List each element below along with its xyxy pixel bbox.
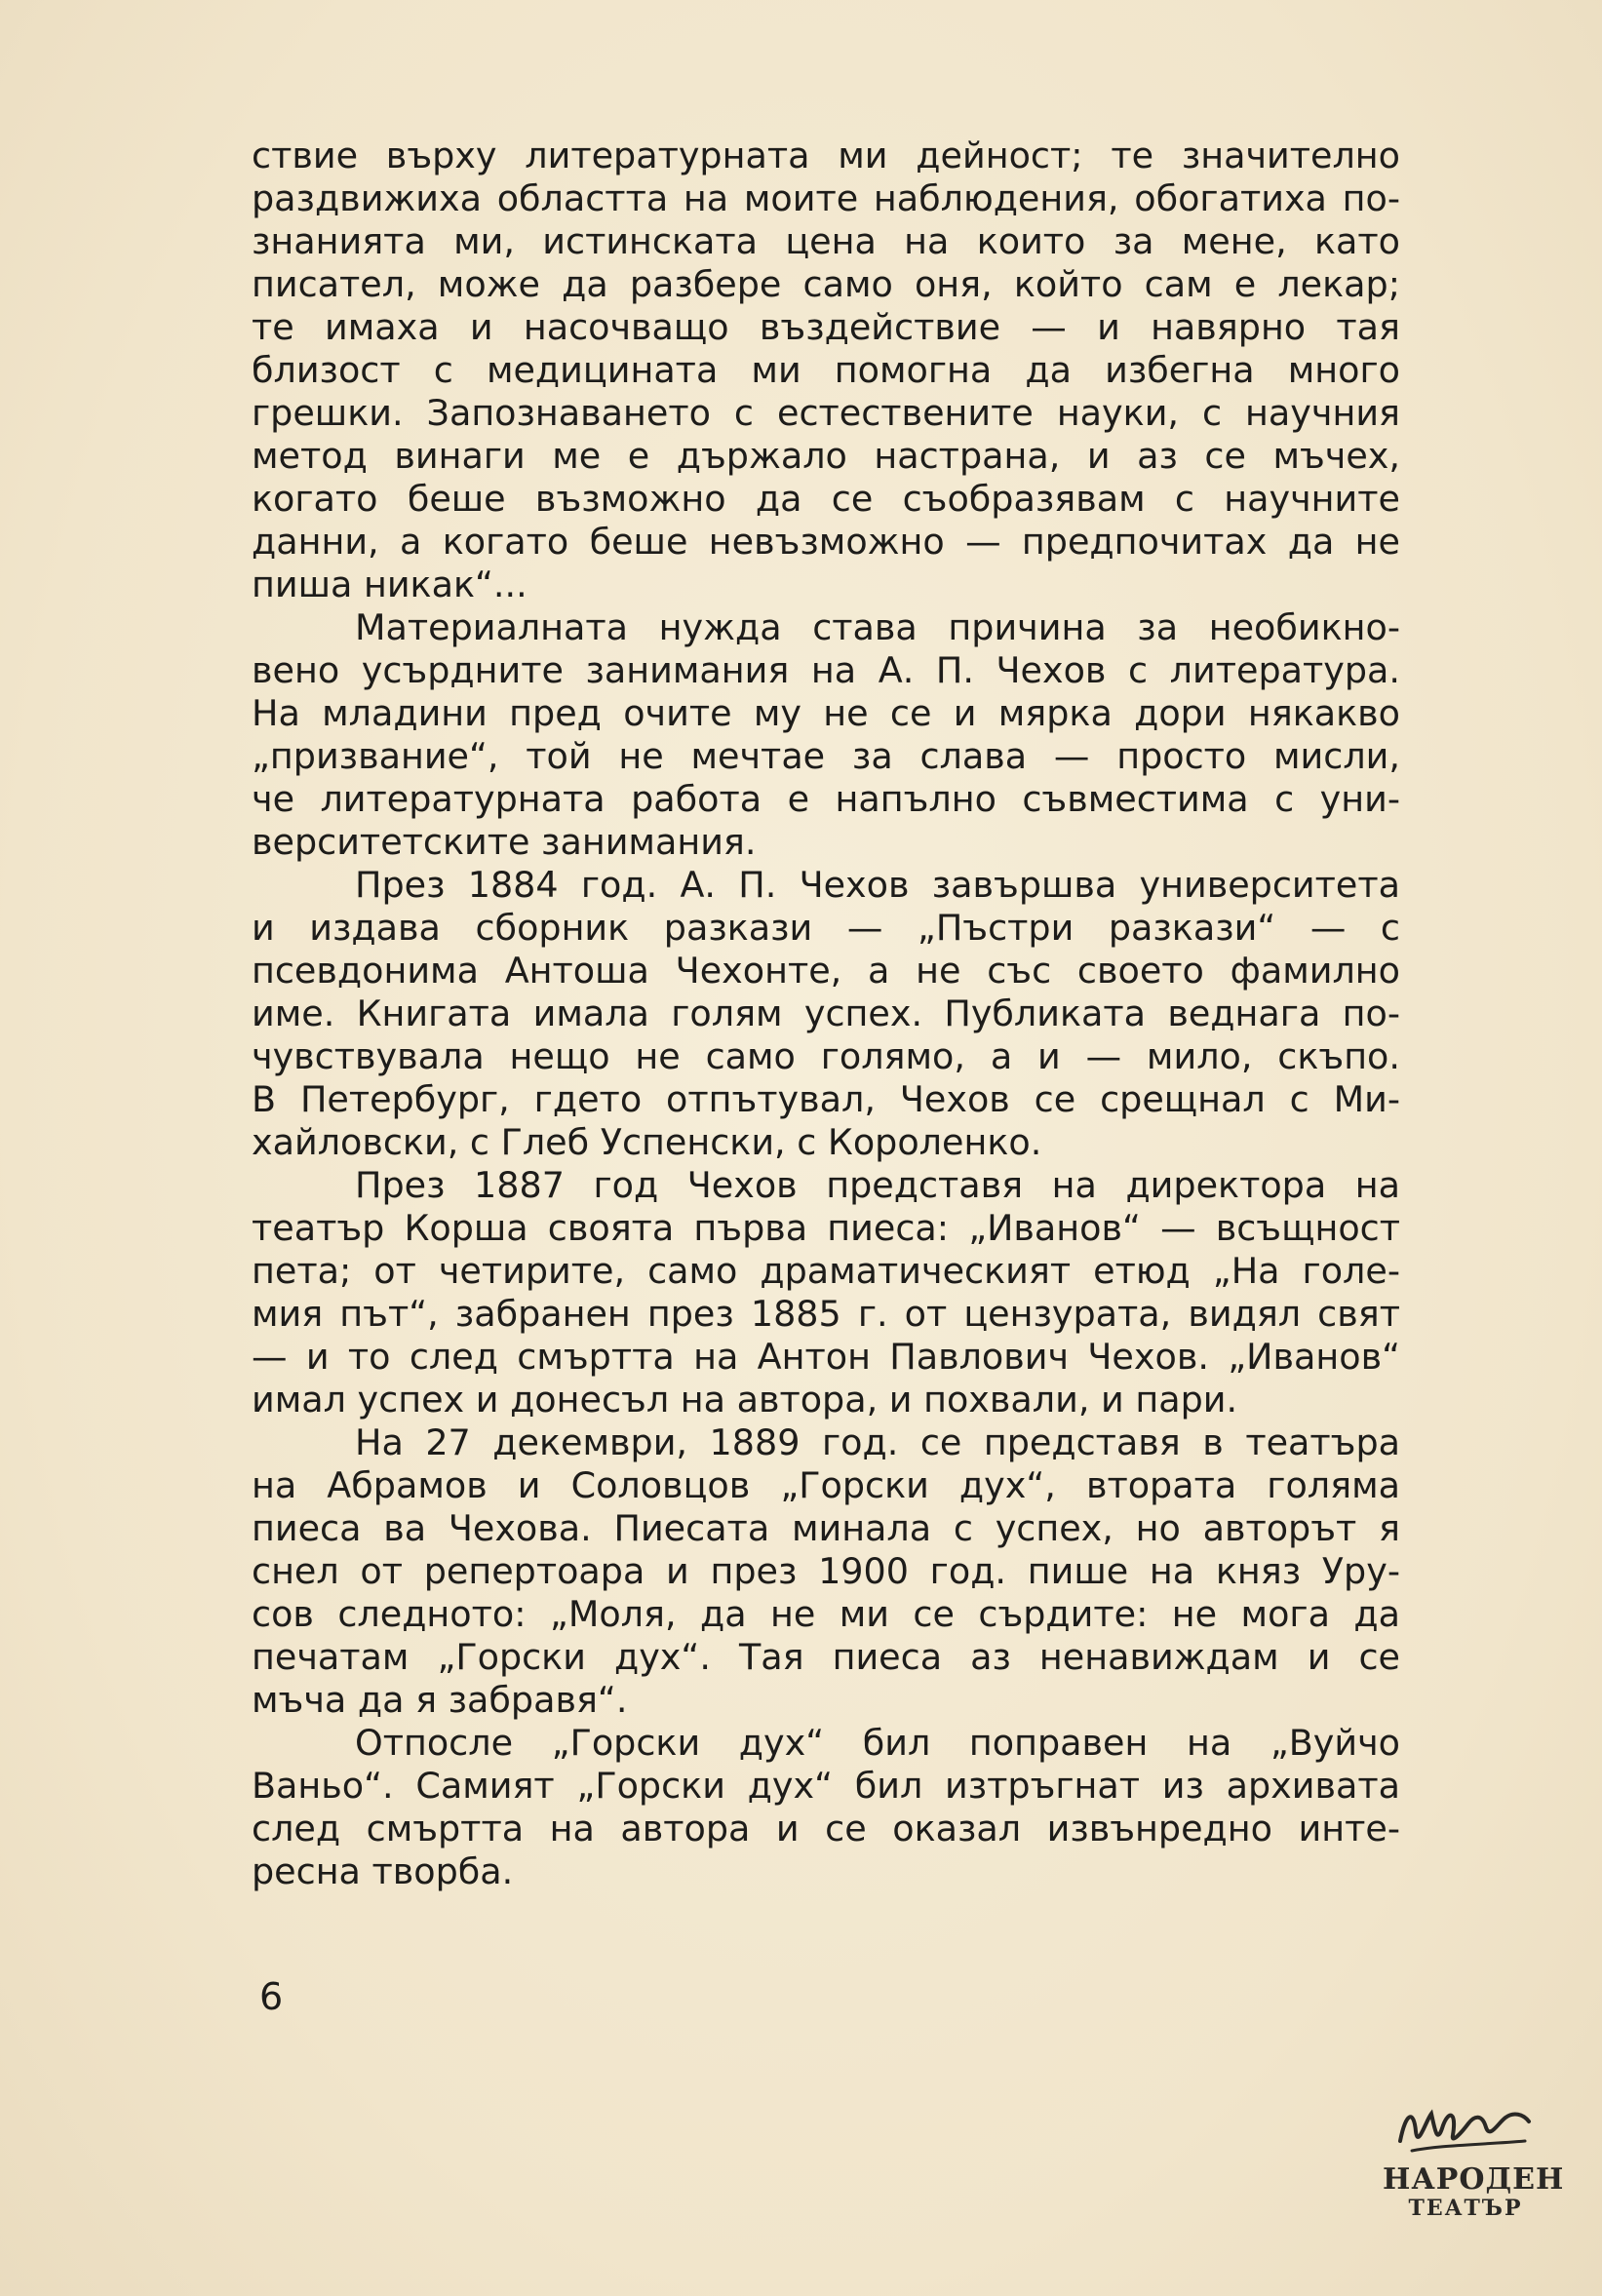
text-line: че литературната работа е напълно съвместима с уни- [252,778,1400,820]
text-line: имал успех и донесъл на автора, и похвали, и пари. [252,1379,1238,1420]
national-theatre-stamp [1383,2102,1565,2229]
text-line: пиеса ва Чехова. Пиесата минала с успех, но авторът я [252,1507,1400,1549]
text-line: театър Корша своята първа пиеса: „Иванов“ — всъщност [252,1207,1400,1249]
text-line: ресна творба. [252,1850,514,1892]
text-line: През 1887 год Чехов представя на директора на [355,1164,1400,1206]
text-line: снел от репертоара и през 1900 год. пише на княз Уру- [252,1550,1400,1592]
paragraph [252,864,1400,1164]
paragraph [252,1164,1400,1421]
text-line: ствие върху литературната ми дейност; те значително [252,135,1400,176]
text-line: и издава сборник разкази — „Пъстри разкази“ — с [252,907,1400,949]
text-line: те имаха и насочващо въздействие — и навярно тая [252,306,1400,348]
stamp-line2: ТЕАТЪР [1408,2196,1523,2221]
text-line: сов следното: „Моля, да не ми се сърдите: не мога да [252,1593,1400,1635]
page-number: 6 [259,1975,284,2018]
signature-logo-icon [1392,2102,1539,2160]
text-line: след смъртта на автора и се оказал извънредно инте- [252,1808,1400,1849]
text-line: псевдонима Антоша Чехонте, а не със своето фамилно [252,950,1400,992]
text-line: На 27 декември, 1889 год. се представя в театъра [355,1421,1400,1463]
text-line: мия път“, забранен през 1885 г. от цензурата, видял свят [252,1293,1400,1335]
text-line: знанията ми, истинската цена на които за мене, като [252,220,1400,262]
text-line: раздвижиха областта на моите наблюдения, обогатиха по- [252,177,1400,219]
body-text [252,135,1400,1893]
text-line: грешки. Запознаването с естествените науки, с научния [252,392,1400,434]
paragraph [252,1421,1400,1722]
text-line: метод винаги ме е държало настрана, и аз се мъчех, [252,435,1400,477]
text-line: печатам „Горски дух“. Тая пиеса аз ненавиждам и се [252,1636,1400,1678]
text-line: писател, може да разбере само оня, който сам е лекар; [252,263,1400,305]
stamp-line1: НАРОДЕН [1383,2162,1565,2197]
text-line: хайловски, с Глеб Успенски, с Короленко. [252,1121,1042,1163]
text-line: близост с медицината ми помогна да избегна много [252,349,1400,391]
text-line: Материалната нужда става причина за необикно- [355,606,1400,648]
text-line: пиша никак“... [252,564,527,605]
text-line: чувствувала нещо не само голямо, а и — мило, скъпо. [252,1035,1400,1077]
text-line: вено усърдните занимания на А. П. Чехов с литература. [252,649,1400,691]
text-line: данни, а когато беше невъзможно — предпочитах да не [252,521,1400,563]
text-line: Ваньо“. Самият „Горски дух“ бил изтръгнат из архивата [252,1765,1400,1807]
text-line: Отпосле „Горски дух“ бил поправен на „Вуйчо [355,1722,1400,1764]
text-line: — и то след смъртта на Антон Павлович Чехов. „Иванов“ [252,1336,1400,1378]
paragraph [252,1722,1400,1893]
text-line: име. Книгата имала голям успех. Публиката веднага по- [252,992,1400,1034]
text-line: „призвание“, той не мечтае за слава — просто мисли, [252,735,1400,777]
text-line: В Петербург, гдето отпътувал, Чехов се срещнал с Ми- [252,1078,1400,1120]
paragraph [252,135,1400,606]
paragraph [252,606,1400,864]
text-line: На младини пред очите му не се и мярка дори някакво [252,692,1400,734]
text-line: когато беше възможно да се съобразявам с научните [252,478,1400,520]
text-line: През 1884 год. А. П. Чехов завършва университета [355,864,1400,906]
text-line: на Абрамов и Соловцов „Горски дух“, втората голяма [252,1464,1400,1506]
text-line: верситетските занимания. [252,821,757,863]
text-line: пета; от четирите, само драматическият етюд „На голе- [252,1250,1400,1292]
text-line: мъча да я забравя“. [252,1679,628,1721]
